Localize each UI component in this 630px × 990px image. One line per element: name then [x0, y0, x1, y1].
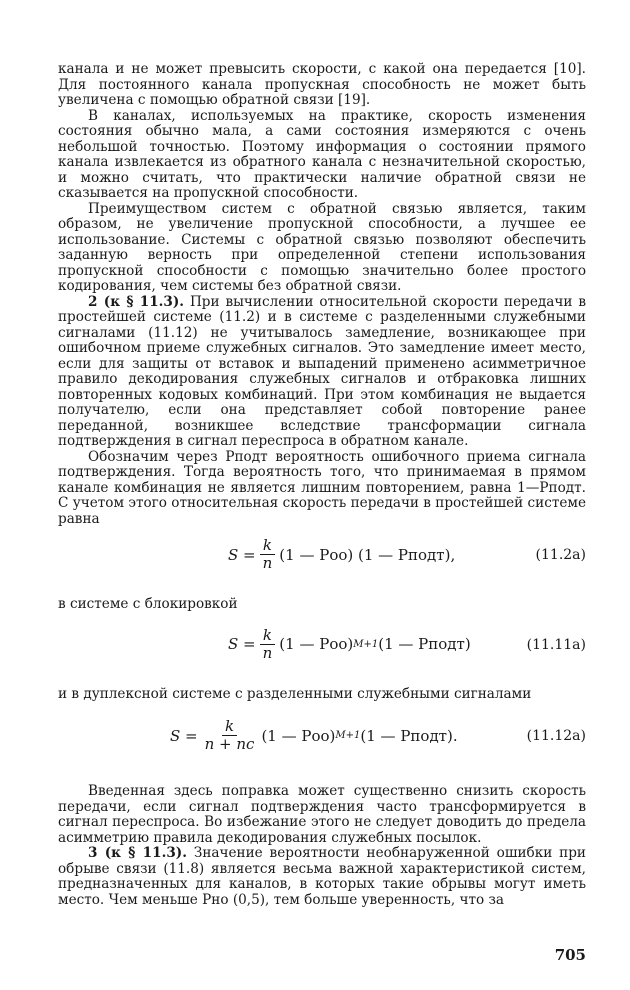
intro-duplex: и в дуплексной системе с разделенными служебными сигналами [58, 685, 532, 702]
fraction [260, 537, 276, 572]
fraction [260, 627, 276, 662]
fraction-numerator: k [260, 537, 275, 555]
equation-number: (11.12a) [526, 728, 586, 744]
paragraph-4 [58, 295, 586, 450]
formula-factor-b: (1 — Pподт) [378, 635, 471, 653]
formula-lhs: S = [228, 545, 256, 564]
fraction-denominator: n + nс [204, 735, 255, 753]
equation-number: (11.11a) [526, 636, 586, 653]
formula-11-11a [58, 613, 586, 677]
paragraph-1: канала и не может превысить скорости, с какой она передается [10]. Для постоянного канала пропускная способность не может быть увеличена с помощью обратной связи [19]. [58, 61, 586, 108]
paragraph-7-text: Значение вероятности необнаруженной ошибки при обрыве связи (11.8) является весьма важной характеристикой систем, предназначенных для каналов, в которых такие обрывы могут иметь место. Чем меньше Pно (0,5), тем больше уверенность, что за [58, 845, 586, 908]
formula-factor-a: (1 — Pоо) [279, 635, 354, 653]
formula-11-12a [58, 702, 586, 772]
formula-lhs: S = [170, 726, 198, 745]
paragraph-7 [58, 846, 586, 908]
equation-number: (11.2a) [535, 547, 586, 563]
formula-rhs: (1 — Pоо) (1 — Pподт), [279, 545, 456, 564]
fraction-numerator: k [260, 627, 275, 645]
formula-11-2a [58, 527, 586, 589]
fraction-denominator: n [262, 643, 273, 662]
page-number: 705 [554, 946, 586, 964]
paragraph-6: Введенная здесь поправка может существенно снизить скорость передачи, если сигнал подтверждения часто трансформируется в сигнал переспроса. Во избежание этого не следует доводить до предела асимметрию правила декодирования служебных посылок. [58, 783, 586, 846]
formula-factor-a: (1 — Pоо) [261, 726, 336, 745]
formula-lhs: S = [228, 635, 256, 653]
page-body [58, 62, 586, 908]
paragraph-3: Преимуществом систем с обратной связью является, таким образом, не увеличение пропускной способности, а лучшее ее использование. Системы с обратной связью позволяют обеспечить заданную верность при определенной степени использования пропускной способности с помощью значительно более простого кодирования, чем системы без обратной связи. [58, 200, 586, 294]
fraction-numerator: k [222, 718, 237, 736]
formula-exponent: M+1 [353, 638, 379, 650]
intro-blocking: в системе с блокировкой [58, 596, 238, 612]
formula-exponent: M+1 [335, 730, 361, 741]
paragraph-2: В каналах, используемых на практике, скорость изменения состояния обычно мала, а сами состояния измеряются с очень небольшой точностью. Поэтому информация о состоянии прямого канала извлекается из обратного канала с незначительной скоростью, и можно считать, что практически наличие обратной связи не сказывается на пропускной способности. [58, 107, 586, 201]
formula-factor-b: (1 — Pподт). [360, 726, 458, 745]
paragraph-5: Обозначим через Pподт вероятность ошибочного приема сигнала подтверждения. Тогда вероятность того, что принимаемая в прямом канале комбинация не является лишним повторением, равна 1—Pподт. С учетом этого относительная скорость передачи в простейшей системе равна [58, 448, 587, 527]
paragraph-4-text: При вычислении относительной скорости передачи в простейшей системе (11.2) и в системе с разделенными служебными сигналами (11.12) не учитывалось замедление, возникающее при ошибочном приеме служебных сигналов. Это замедление имеет место, если для защиты от вставок и выпадений применено асимметричное правило декодирования служебных сигналов и отбраковка лишних повторенных кодовых комбинаций. При этом комбинация не выдается получателю, если она представляет собой повторение ранее переданной, возникшее вследствие трансформации сигнала подтверждения в сигнал переспроса в обратном канале. [58, 293, 586, 449]
section-ref-3: 3 (к § 11.3). [88, 845, 187, 861]
fraction [202, 718, 258, 753]
section-ref-2: 2 (к § 11.3). [88, 293, 185, 310]
fraction-denominator: n [262, 554, 273, 572]
